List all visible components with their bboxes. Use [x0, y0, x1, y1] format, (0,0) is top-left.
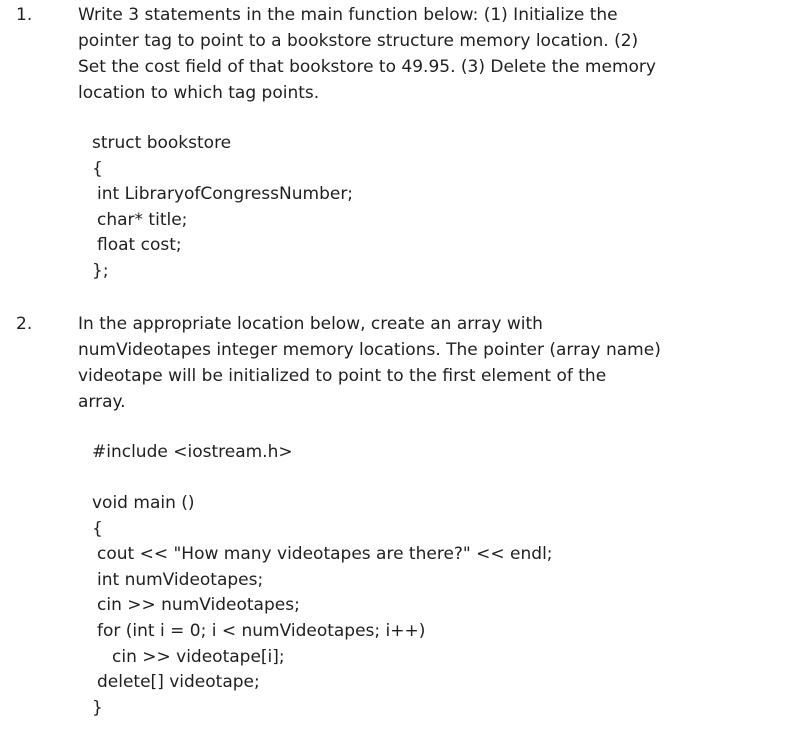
- question-2-text: [78, 311, 778, 415]
- question-2-line: videotape will be initialized to point to the first element of the: [78, 366, 607, 386]
- code-line: cin >> numVideotapes;: [97, 595, 300, 616]
- question-1-text: [78, 2, 778, 106]
- question-2-line: In the appropriate location below, create an array with: [78, 314, 543, 334]
- code-line: };: [92, 260, 109, 281]
- code-line: cout << "How many videotapes are there?" << endl;: [97, 544, 553, 565]
- code-line: {: [92, 518, 103, 539]
- question-1-number: 1.: [16, 5, 33, 25]
- code-line: char* title;: [97, 209, 188, 230]
- question-2-line: array.: [78, 392, 126, 412]
- code-line: int LibraryofCongressNumber;: [97, 184, 354, 205]
- question-2-number: 2.: [16, 314, 33, 334]
- question-1-line: location to which tag points.: [78, 83, 320, 103]
- code-line: {: [92, 158, 103, 179]
- code-line: for (int i = 0; i < numVideotapes; i++): [97, 620, 426, 641]
- code-line: }: [92, 697, 103, 718]
- code-line: int numVideotapes;: [97, 569, 264, 590]
- code-line: #include <iostream.h>: [92, 442, 293, 462]
- question-1-code-block: [92, 131, 353, 285]
- code-line: struct bookstore: [92, 133, 232, 153]
- question-2-include-line: [92, 440, 293, 466]
- question-1-line: Write 3 statements in the main function below: (1) Initialize the: [78, 5, 618, 25]
- question-2-line: numVideotapes integer memory locations. The pointer (array name): [78, 340, 661, 360]
- code-line: float cost;: [97, 235, 182, 256]
- code-line: void main (): [92, 493, 195, 513]
- question-2-code-block: [92, 491, 553, 721]
- code-line: delete[] videotape;: [97, 672, 260, 693]
- code-line: cin >> videotape[i];: [112, 646, 285, 667]
- question-1-line: Set the cost field of that bookstore to 49.95. (3) Delete the memory: [78, 57, 656, 77]
- question-1-line: pointer tag to point to a bookstore structure memory location. (2): [78, 31, 639, 51]
